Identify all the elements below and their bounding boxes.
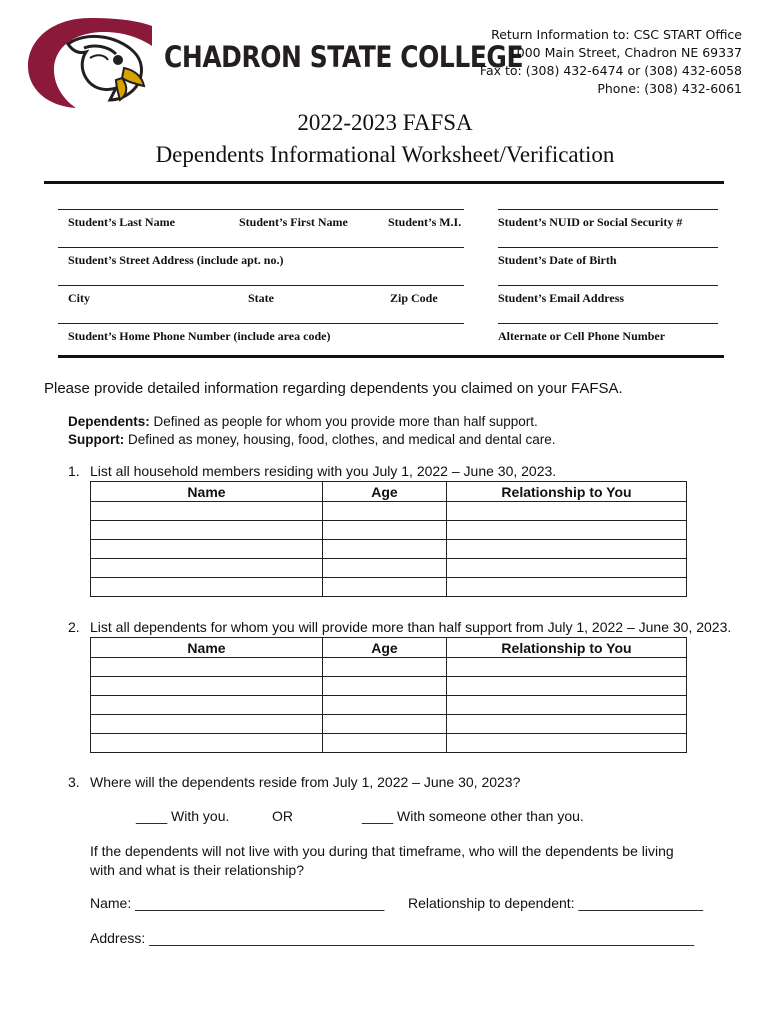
age-cell[interactable]: [323, 540, 447, 559]
age-cell[interactable]: [323, 521, 447, 540]
option-with-you[interactable]: ____ With you.: [136, 808, 230, 824]
name-cell[interactable]: [91, 502, 323, 521]
definition-text: Defined as people for whom you provide more than half support.: [149, 414, 538, 429]
definition-text: Defined as money, housing, food, clothes, and medical and dental care.: [124, 432, 556, 447]
form-title: Dependents Informational Worksheet/Verification: [155, 142, 615, 167]
info-block-divider: [58, 355, 724, 358]
college-logo: [24, 14, 156, 110]
definition-support: [68, 432, 556, 447]
definition-dependents: [68, 414, 538, 429]
field-label-state: State: [248, 291, 274, 305]
definition-label: Dependents:: [68, 414, 150, 429]
column-header-age: Age: [323, 638, 447, 658]
column-header-name: Name: [91, 482, 323, 502]
table-row: [91, 715, 687, 734]
question-number: 3.: [68, 774, 80, 790]
name-cell[interactable]: [91, 734, 323, 753]
age-cell[interactable]: [323, 502, 447, 521]
field-label-home-phone: Student’s Home Phone Number (include area code): [68, 329, 331, 343]
relationship-cell[interactable]: [447, 658, 687, 677]
relationship-cell[interactable]: [447, 677, 687, 696]
question-text: Where will the dependents reside from July 1, 2022 – June 30, 2023?: [90, 774, 521, 790]
eagle-logo-icon: [24, 14, 156, 110]
return-info-line: 1000 Main Street, Chadron NE 69337: [508, 45, 742, 60]
relationship-cell[interactable]: [447, 502, 687, 521]
age-cell[interactable]: [323, 696, 447, 715]
column-header-relationship: Relationship to You: [447, 482, 687, 502]
field-line: [498, 247, 718, 248]
followup-text: If the dependents will not live with you during that timeframe, who will the dependents be living: [90, 843, 674, 859]
table-row: [91, 658, 687, 677]
table-row: [91, 578, 687, 597]
relationship-cell[interactable]: [447, 734, 687, 753]
return-info: [480, 26, 742, 98]
name-cell[interactable]: [91, 696, 323, 715]
field-label-last-name: Student’s Last Name: [68, 215, 175, 229]
definition-label: Support:: [68, 432, 125, 447]
table-header-row: [91, 482, 687, 502]
name-cell[interactable]: [91, 578, 323, 597]
relationship-cell[interactable]: [447, 578, 687, 597]
field-label-street: Student’s Street Address (include apt. no.): [68, 253, 284, 267]
address-field[interactable]: Address: ______________________________________________________________________: [90, 930, 695, 946]
question-2: [68, 619, 731, 635]
option-with-someone-else[interactable]: ____ With someone other than you.: [362, 808, 584, 824]
table-row: [91, 677, 687, 696]
question-number: 1.: [68, 463, 80, 479]
column-header-age: Age: [323, 482, 447, 502]
field-line: [498, 285, 718, 286]
name-cell[interactable]: [91, 540, 323, 559]
intro-text: Please provide detailed information regarding dependents you claimed on your FAFSA.: [44, 380, 623, 397]
age-cell[interactable]: [323, 715, 447, 734]
relationship-to-dependent-field[interactable]: Relationship to dependent: ________________: [408, 895, 704, 911]
column-header-name: Name: [91, 638, 323, 658]
college-name: CHADRON STATE COLLEGE: [164, 40, 524, 74]
relationship-cell[interactable]: [447, 715, 687, 734]
field-label-city: City: [68, 291, 90, 305]
table-header-row: [91, 638, 687, 658]
followup-text: with and what is their relationship?: [90, 862, 305, 878]
table-row: [91, 696, 687, 715]
relationship-cell[interactable]: [447, 521, 687, 540]
field-label-first-name: Student’s First Name: [239, 215, 348, 229]
relationship-cell[interactable]: [447, 559, 687, 578]
field-label-email: Student’s Email Address: [498, 291, 625, 305]
question-1: [68, 463, 556, 479]
or-label: OR: [272, 808, 293, 824]
age-cell[interactable]: [323, 677, 447, 696]
table-row: [91, 734, 687, 753]
name-cell[interactable]: [91, 658, 323, 677]
field-label-alt-phone: Alternate or Cell Phone Number: [498, 329, 666, 343]
field-label-dob: Student’s Date of Birth: [498, 253, 617, 267]
field-line: [498, 323, 718, 324]
question-3: [68, 774, 520, 790]
column-header-relationship: Relationship to You: [447, 638, 687, 658]
dependents-table: [90, 637, 687, 753]
household-members-table: [90, 481, 687, 597]
table-row: [91, 521, 687, 540]
dependent-caretaker-name-field[interactable]: Name: ________________________________: [90, 895, 385, 911]
question-text: List all dependents for whom you will provide more than half support from July 1, 2022 – June 30, 2023.: [90, 619, 732, 635]
name-cell[interactable]: [91, 559, 323, 578]
field-line: [58, 209, 464, 210]
field-line: [58, 247, 464, 248]
relationship-cell[interactable]: [447, 540, 687, 559]
field-line: [58, 323, 464, 324]
field-line: [58, 285, 464, 286]
header-divider: [44, 181, 724, 184]
field-label-nuid: Student’s NUID or Social Security #: [498, 215, 683, 229]
age-cell[interactable]: [323, 578, 447, 597]
field-line: [498, 209, 718, 210]
form-year-title: 2022-2023 FAFSA: [297, 110, 473, 135]
age-cell[interactable]: [323, 559, 447, 578]
question-text: List all household members residing with you July 1, 2022 – June 30, 2023.: [90, 463, 557, 479]
return-info-line: Return Information to: CSC START Office: [491, 27, 742, 42]
relationship-cell[interactable]: [447, 696, 687, 715]
age-cell[interactable]: [323, 734, 447, 753]
table-row: [91, 559, 687, 578]
table-row: [91, 502, 687, 521]
name-cell[interactable]: [91, 677, 323, 696]
return-info-line: Fax to: (308) 432-6474 or (308) 432-6058: [479, 63, 742, 78]
age-cell[interactable]: [323, 658, 447, 677]
field-label-mi: Student’s M.I.: [388, 215, 462, 229]
field-label-zip: Zip Code: [390, 291, 438, 305]
question-number: 2.: [68, 619, 80, 635]
return-info-line: Phone: (308) 432-6061: [597, 81, 742, 96]
name-cell[interactable]: [91, 715, 323, 734]
table-row: [91, 540, 687, 559]
name-cell[interactable]: [91, 521, 323, 540]
